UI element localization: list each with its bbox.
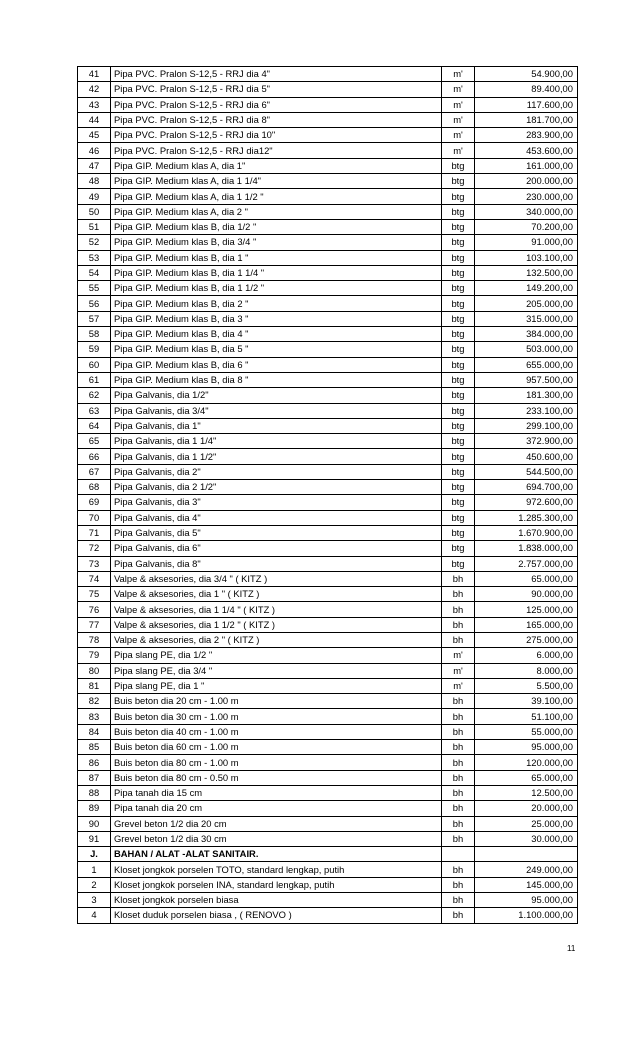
item-description: Pipa Galvanis, dia 2": [111, 464, 442, 479]
table-row: [78, 265, 578, 280]
item-number: 53: [78, 250, 111, 265]
item-price: 39.100,00: [475, 694, 578, 709]
item-description: Buis beton dia 60 cm - 1.00 m: [111, 740, 442, 755]
item-price: 132.500,00: [475, 265, 578, 280]
table-row: [78, 434, 578, 449]
item-description: Pipa GIP. Medium klas B, dia 4 ": [111, 327, 442, 342]
table-row: [78, 678, 578, 693]
item-description: Buis beton dia 80 cm - 1.00 m: [111, 755, 442, 770]
item-unit: m': [442, 678, 475, 693]
item-unit: btg: [442, 388, 475, 403]
item-description: Valpe & aksesories, dia 1 1/4 " ( KITZ ): [111, 602, 442, 617]
item-description: Pipa PVC. Pralon S-12,5 - RRJ dia 10": [111, 128, 442, 143]
item-description: Pipa PVC. Pralon S-12,5 - RRJ dia 4": [111, 67, 442, 82]
item-unit: m': [442, 67, 475, 82]
table-row: [78, 541, 578, 556]
item-number: 77: [78, 617, 111, 632]
item-description: Valpe & aksesories, dia 1 " ( KITZ ): [111, 587, 442, 602]
table-row: [78, 174, 578, 189]
item-price: 70.200,00: [475, 219, 578, 234]
item-number: 47: [78, 158, 111, 173]
item-number: 4: [78, 908, 111, 923]
item-unit: bh: [442, 587, 475, 602]
item-price: 275.000,00: [475, 632, 578, 647]
table-row: [78, 189, 578, 204]
item-number: 48: [78, 174, 111, 189]
table-row: [78, 908, 578, 923]
item-description: Pipa GIP. Medium klas B, dia 6 ": [111, 357, 442, 372]
table-row: [78, 525, 578, 540]
item-number: 89: [78, 801, 111, 816]
item-number: 72: [78, 541, 111, 556]
item-unit: bh: [442, 694, 475, 709]
item-number: 1: [78, 862, 111, 877]
item-number: 52: [78, 235, 111, 250]
item-unit: m': [442, 648, 475, 663]
table-row: [78, 449, 578, 464]
item-price: 181.700,00: [475, 112, 578, 127]
table-row: [78, 158, 578, 173]
item-unit: btg: [442, 449, 475, 464]
item-number: 82: [78, 694, 111, 709]
item-unit: btg: [442, 174, 475, 189]
table-row: [78, 464, 578, 479]
table-row: [78, 663, 578, 678]
item-description: Pipa tanah dia 15 cm: [111, 785, 442, 800]
item-number: 87: [78, 770, 111, 785]
table-row: [78, 204, 578, 219]
item-unit: btg: [442, 372, 475, 387]
item-description: Pipa GIP. Medium klas A, dia 1 1/4": [111, 174, 442, 189]
table-row: [78, 281, 578, 296]
item-description: Pipa slang PE, dia 3/4 ": [111, 663, 442, 678]
item-description: Buis beton dia 80 cm - 0.50 m: [111, 770, 442, 785]
item-description: Kloset jongkok porselen biasa: [111, 893, 442, 908]
item-price: 8.000,00: [475, 663, 578, 678]
item-number: 56: [78, 296, 111, 311]
item-description: Pipa slang PE, dia 1/2 ": [111, 648, 442, 663]
price-table: [77, 66, 578, 924]
table-row: [78, 770, 578, 785]
table-row: [78, 694, 578, 709]
item-unit: bh: [442, 877, 475, 892]
item-description: Pipa GIP. Medium klas B, dia 1 1/4 ": [111, 265, 442, 280]
item-price: 249.000,00: [475, 862, 578, 877]
item-price: 161.000,00: [475, 158, 578, 173]
table-row: [78, 235, 578, 250]
item-number: 54: [78, 265, 111, 280]
item-description: Grevel beton 1/2 dia 30 cm: [111, 831, 442, 846]
item-description: Pipa GIP. Medium klas A, dia 1": [111, 158, 442, 173]
table-row: [78, 556, 578, 571]
item-number: 42: [78, 82, 111, 97]
item-description: Pipa Galvanis, dia 3/4": [111, 403, 442, 418]
table-row: [78, 740, 578, 755]
price-table-body-sanitair: [78, 862, 578, 923]
item-number: 67: [78, 464, 111, 479]
item-number: 60: [78, 357, 111, 372]
item-description: Pipa GIP. Medium klas B, dia 2 ": [111, 296, 442, 311]
item-number: 41: [78, 67, 111, 82]
item-unit: m': [442, 112, 475, 127]
table-row: [78, 724, 578, 739]
item-unit: btg: [442, 204, 475, 219]
table-row: [78, 801, 578, 816]
item-price: 65.000,00: [475, 571, 578, 586]
item-unit: btg: [442, 219, 475, 234]
item-price: 6.000,00: [475, 648, 578, 663]
item-unit: bh: [442, 785, 475, 800]
table-row: [78, 617, 578, 632]
item-description: Pipa GIP. Medium klas B, dia 1 1/2 ": [111, 281, 442, 296]
item-description: Pipa GIP. Medium klas B, dia 1 ": [111, 250, 442, 265]
table-row: [78, 587, 578, 602]
item-price: 283.900,00: [475, 128, 578, 143]
table-row: [78, 342, 578, 357]
item-price: 55.000,00: [475, 724, 578, 739]
table-row: [78, 128, 578, 143]
item-number: 49: [78, 189, 111, 204]
item-price: 957.500,00: [475, 372, 578, 387]
item-number: 66: [78, 449, 111, 464]
item-description: Pipa Galvanis, dia 8": [111, 556, 442, 571]
item-number: 58: [78, 327, 111, 342]
item-unit: m': [442, 128, 475, 143]
item-unit: btg: [442, 495, 475, 510]
item-unit: bh: [442, 602, 475, 617]
item-unit: btg: [442, 327, 475, 342]
table-row: [78, 602, 578, 617]
item-description: Pipa Galvanis, dia 1 1/2": [111, 449, 442, 464]
item-price: 450.600,00: [475, 449, 578, 464]
item-price: 1.100.000,00: [475, 908, 578, 923]
item-number: 80: [78, 663, 111, 678]
table-row: [78, 372, 578, 387]
table-row: [78, 893, 578, 908]
item-unit: m': [442, 143, 475, 158]
item-unit: btg: [442, 296, 475, 311]
item-description: Pipa GIP. Medium klas B, dia 5 ": [111, 342, 442, 357]
section-price-cell: [475, 847, 578, 862]
table-row: [78, 97, 578, 112]
item-unit: bh: [442, 571, 475, 586]
item-unit: btg: [442, 235, 475, 250]
item-price: 145.000,00: [475, 877, 578, 892]
item-unit: btg: [442, 541, 475, 556]
item-price: 233.100,00: [475, 403, 578, 418]
table-row: [78, 709, 578, 724]
item-unit: bh: [442, 893, 475, 908]
section-header-row: [78, 847, 578, 862]
item-price: 90.000,00: [475, 587, 578, 602]
item-price: 20.000,00: [475, 801, 578, 816]
price-list-sheet: [77, 66, 577, 924]
item-number: 45: [78, 128, 111, 143]
item-description: Buis beton dia 30 cm - 1.00 m: [111, 709, 442, 724]
item-unit: btg: [442, 418, 475, 433]
item-unit: btg: [442, 556, 475, 571]
item-number: 90: [78, 816, 111, 831]
item-price: 165.000,00: [475, 617, 578, 632]
item-number: 71: [78, 525, 111, 540]
table-row: [78, 67, 578, 82]
item-price: 51.100,00: [475, 709, 578, 724]
item-unit: bh: [442, 908, 475, 923]
item-number: 70: [78, 510, 111, 525]
item-number: 83: [78, 709, 111, 724]
table-row: [78, 877, 578, 892]
page-number: 11: [567, 944, 576, 953]
item-description: Valpe & aksesories, dia 3/4 " ( KITZ ): [111, 571, 442, 586]
item-price: 384.000,00: [475, 327, 578, 342]
item-price: 25.000,00: [475, 816, 578, 831]
item-price: 1.670.900,00: [475, 525, 578, 540]
table-row: [78, 648, 578, 663]
item-unit: bh: [442, 617, 475, 632]
item-description: Pipa tanah dia 20 cm: [111, 801, 442, 816]
item-unit: btg: [442, 189, 475, 204]
item-price: 91.000,00: [475, 235, 578, 250]
item-price: 655.000,00: [475, 357, 578, 372]
item-number: 79: [78, 648, 111, 663]
item-price: 200.000,00: [475, 174, 578, 189]
item-description: Pipa GIP. Medium klas A, dia 1 1/2 ": [111, 189, 442, 204]
item-price: 972.600,00: [475, 495, 578, 510]
table-row: [78, 785, 578, 800]
item-price: 5.500,00: [475, 678, 578, 693]
item-number: 73: [78, 556, 111, 571]
item-unit: btg: [442, 357, 475, 372]
item-description: Pipa GIP. Medium klas B, dia 3/4 ": [111, 235, 442, 250]
item-description: Pipa GIP. Medium klas B, dia 8 ": [111, 372, 442, 387]
item-price: 125.000,00: [475, 602, 578, 617]
item-price: 2.757.000,00: [475, 556, 578, 571]
item-description: Pipa GIP. Medium klas B, dia 1/2 ": [111, 219, 442, 234]
item-number: 78: [78, 632, 111, 647]
item-number: 43: [78, 97, 111, 112]
item-unit: btg: [442, 342, 475, 357]
item-unit: bh: [442, 770, 475, 785]
item-price: 453.600,00: [475, 143, 578, 158]
item-number: 57: [78, 311, 111, 326]
item-price: 544.500,00: [475, 464, 578, 479]
item-price: 95.000,00: [475, 893, 578, 908]
item-description: Pipa Galvanis, dia 3": [111, 495, 442, 510]
item-number: 76: [78, 602, 111, 617]
item-description: Buis beton dia 40 cm - 1.00 m: [111, 724, 442, 739]
item-description: Pipa PVC. Pralon S-12,5 - RRJ dia 6": [111, 97, 442, 112]
table-row: [78, 250, 578, 265]
table-row: [78, 112, 578, 127]
item-number: 63: [78, 403, 111, 418]
item-description: Grevel beton 1/2 dia 20 cm: [111, 816, 442, 831]
item-number: 55: [78, 281, 111, 296]
item-unit: btg: [442, 311, 475, 326]
item-description: Buis beton dia 20 cm - 1.00 m: [111, 694, 442, 709]
item-price: 299.100,00: [475, 418, 578, 433]
item-unit: m': [442, 82, 475, 97]
table-row: [78, 755, 578, 770]
section-j: [78, 847, 578, 862]
item-number: 3: [78, 893, 111, 908]
item-number: 68: [78, 480, 111, 495]
table-row: [78, 357, 578, 372]
item-unit: bh: [442, 831, 475, 846]
item-price: 372.900,00: [475, 434, 578, 449]
table-row: [78, 862, 578, 877]
table-row: [78, 495, 578, 510]
item-number: 69: [78, 495, 111, 510]
item-number: 64: [78, 418, 111, 433]
item-unit: bh: [442, 862, 475, 877]
item-number: 62: [78, 388, 111, 403]
item-unit: btg: [442, 510, 475, 525]
item-description: Valpe & aksesories, dia 2 " ( KITZ ): [111, 632, 442, 647]
item-number: 85: [78, 740, 111, 755]
item-description: Pipa PVC. Pralon S-12,5 - RRJ dia12": [111, 143, 442, 158]
item-unit: bh: [442, 816, 475, 831]
table-row: [78, 418, 578, 433]
item-description: Pipa slang PE, dia 1 ": [111, 678, 442, 693]
item-price: 103.100,00: [475, 250, 578, 265]
item-description: Pipa Galvanis, dia 1": [111, 418, 442, 433]
item-description: Pipa Galvanis, dia 6": [111, 541, 442, 556]
item-price: 1.285.300,00: [475, 510, 578, 525]
item-description: Pipa GIP. Medium klas B, dia 3 ": [111, 311, 442, 326]
item-unit: bh: [442, 709, 475, 724]
item-number: 51: [78, 219, 111, 234]
item-number: 91: [78, 831, 111, 846]
table-row: [78, 327, 578, 342]
table-row: [78, 296, 578, 311]
item-number: 86: [78, 755, 111, 770]
item-price: 315.000,00: [475, 311, 578, 326]
table-row: [78, 816, 578, 831]
item-price: 120.000,00: [475, 755, 578, 770]
item-unit: bh: [442, 801, 475, 816]
item-number: 50: [78, 204, 111, 219]
item-number: 65: [78, 434, 111, 449]
item-price: 694.700,00: [475, 480, 578, 495]
item-price: 95.000,00: [475, 740, 578, 755]
item-price: 117.600,00: [475, 97, 578, 112]
item-description: Pipa PVC. Pralon S-12,5 - RRJ dia 5": [111, 82, 442, 97]
item-price: 54.900,00: [475, 67, 578, 82]
table-row: [78, 219, 578, 234]
item-number: 75: [78, 587, 111, 602]
table-row: [78, 510, 578, 525]
item-unit: btg: [442, 464, 475, 479]
item-number: 61: [78, 372, 111, 387]
table-row: [78, 831, 578, 846]
item-price: 181.300,00: [475, 388, 578, 403]
item-price: 205.000,00: [475, 296, 578, 311]
section-title: BAHAN / ALAT -ALAT SANITAIR.: [111, 847, 442, 862]
item-unit: btg: [442, 434, 475, 449]
item-description: Pipa PVC. Pralon S-12,5 - RRJ dia 8": [111, 112, 442, 127]
item-number: 81: [78, 678, 111, 693]
table-row: [78, 403, 578, 418]
item-unit: bh: [442, 724, 475, 739]
item-unit: bh: [442, 740, 475, 755]
item-number: 84: [78, 724, 111, 739]
item-price: 149.200,00: [475, 281, 578, 296]
item-unit: bh: [442, 755, 475, 770]
item-unit: btg: [442, 403, 475, 418]
item-unit: btg: [442, 281, 475, 296]
item-price: 340.000,00: [475, 204, 578, 219]
section-number: J.: [78, 847, 111, 862]
table-row: [78, 571, 578, 586]
item-price: 89.400,00: [475, 82, 578, 97]
item-price: 30.000,00: [475, 831, 578, 846]
item-number: 59: [78, 342, 111, 357]
item-unit: btg: [442, 250, 475, 265]
item-unit: btg: [442, 525, 475, 540]
item-unit: m': [442, 663, 475, 678]
price-table-body-pipes: [78, 67, 578, 847]
table-row: [78, 143, 578, 158]
item-number: 74: [78, 571, 111, 586]
item-price: 65.000,00: [475, 770, 578, 785]
item-unit: bh: [442, 632, 475, 647]
item-description: Kloset duduk porselen biasa , ( RENOVO ): [111, 908, 442, 923]
item-unit: m': [442, 97, 475, 112]
table-row: [78, 388, 578, 403]
item-price: 503.000,00: [475, 342, 578, 357]
item-unit: btg: [442, 158, 475, 173]
item-price: 12.500,00: [475, 785, 578, 800]
item-price: 1.838.000,00: [475, 541, 578, 556]
item-number: 46: [78, 143, 111, 158]
item-number: 44: [78, 112, 111, 127]
item-description: Pipa GIP. Medium klas A, dia 2 ": [111, 204, 442, 219]
table-row: [78, 480, 578, 495]
item-number: 2: [78, 877, 111, 892]
item-description: Pipa Galvanis, dia 5": [111, 525, 442, 540]
item-description: Valpe & aksesories, dia 1 1/2 " ( KITZ ): [111, 617, 442, 632]
item-description: Pipa Galvanis, dia 4": [111, 510, 442, 525]
section-unit-cell: [442, 847, 475, 862]
item-price: 230.000,00: [475, 189, 578, 204]
item-description: Pipa Galvanis, dia 2 1/2": [111, 480, 442, 495]
item-number: 88: [78, 785, 111, 800]
table-row: [78, 311, 578, 326]
item-description: Pipa Galvanis, dia 1/2": [111, 388, 442, 403]
item-description: Kloset jongkok porselen INA, standard lengkap, putih: [111, 877, 442, 892]
table-row: [78, 632, 578, 647]
item-unit: btg: [442, 480, 475, 495]
item-description: Pipa Galvanis, dia 1 1/4": [111, 434, 442, 449]
table-row: [78, 82, 578, 97]
item-description: Kloset jongkok porselen TOTO, standard lengkap, putih: [111, 862, 442, 877]
item-unit: btg: [442, 265, 475, 280]
